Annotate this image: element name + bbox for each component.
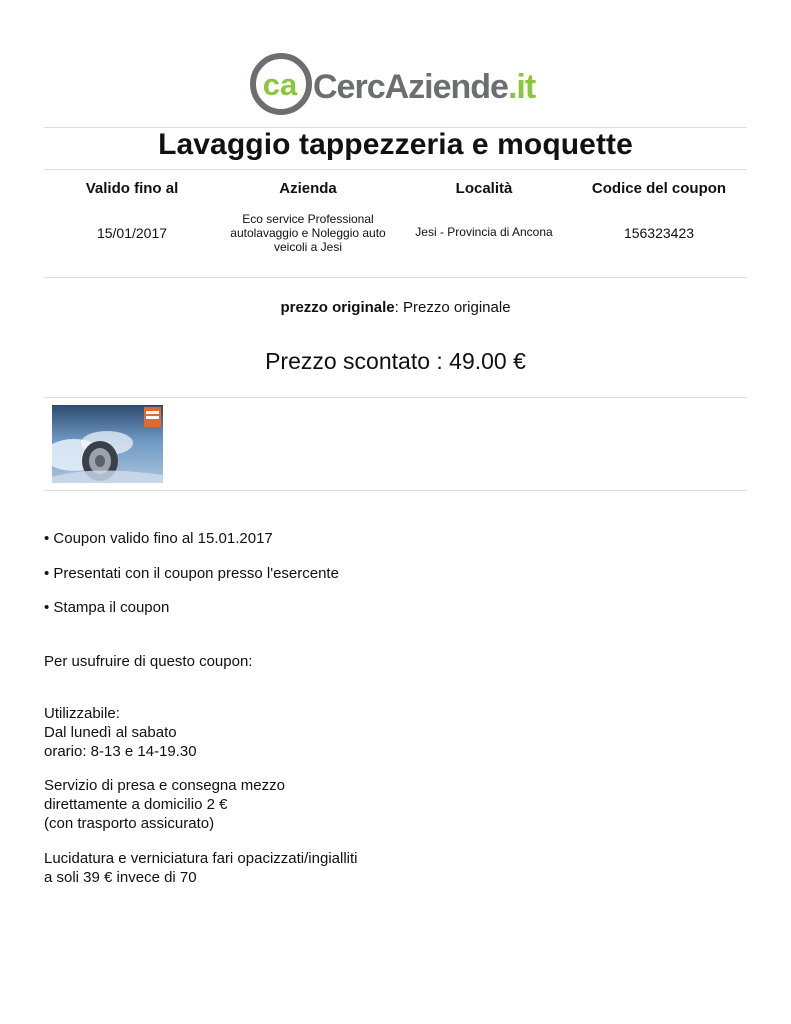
divider-table [44, 277, 747, 278]
header-location: Località [455, 180, 513, 197]
divider-title [44, 169, 747, 170]
header-valid-until: Valido fino al [85, 180, 179, 197]
logo-suffix: .it [507, 68, 536, 106]
original-price [0, 299, 791, 316]
value-valid-until: 15/01/2017 [96, 225, 168, 241]
usage-intro: Per usufruire di questo coupon: [44, 653, 253, 670]
divider-price [44, 397, 747, 398]
value-location: Jesi - Provincia di Ancona [415, 225, 553, 239]
discounted-price: Prezzo scontato : 49.00 € [265, 348, 526, 374]
header-company: Azienda [279, 180, 337, 197]
value-coupon-code: 156323423 [623, 225, 695, 241]
detail-headlight-offer: Lucidatura e verniciatura fari opacizzati/ingialliti a soli 39 € invece di 70 [44, 850, 358, 886]
detail-availability: Utilizzabile: Dal lunedì al sabato orario: 8-13 e 14-19.30 [44, 705, 197, 760]
bullet-present-coupon: • Presentati con il coupon presso l'esercente [44, 565, 339, 582]
svg-text:CercAziende.it [313, 68, 536, 106]
logo-mark: ca [262, 67, 298, 102]
original-price-label: prezzo originale [280, 299, 395, 316]
car-wash-photo [52, 405, 163, 483]
header-coupon-code: Codice del coupon [591, 180, 727, 197]
value-company: Eco service Professional autolavaggio e Noleggio auto veicoli a Jesi [230, 212, 386, 254]
original-price-value: : Prezzo originale [394, 299, 511, 316]
bullet-valid-until: • Coupon valido fino al 15.01.2017 [44, 530, 273, 547]
coupon-title: Lavaggio tappezzeria e moquette [158, 128, 633, 161]
cercaziende-logo [249, 52, 545, 116]
divider-image [44, 490, 747, 491]
detail-pickup-service: Servizio di presa e consegna mezzo direttamente a domicilio 2 € (con trasporto assicurato) [44, 777, 285, 832]
bullet-print-coupon: • Stampa il coupon [44, 599, 170, 616]
logo-brand: CercAziende [313, 68, 508, 106]
